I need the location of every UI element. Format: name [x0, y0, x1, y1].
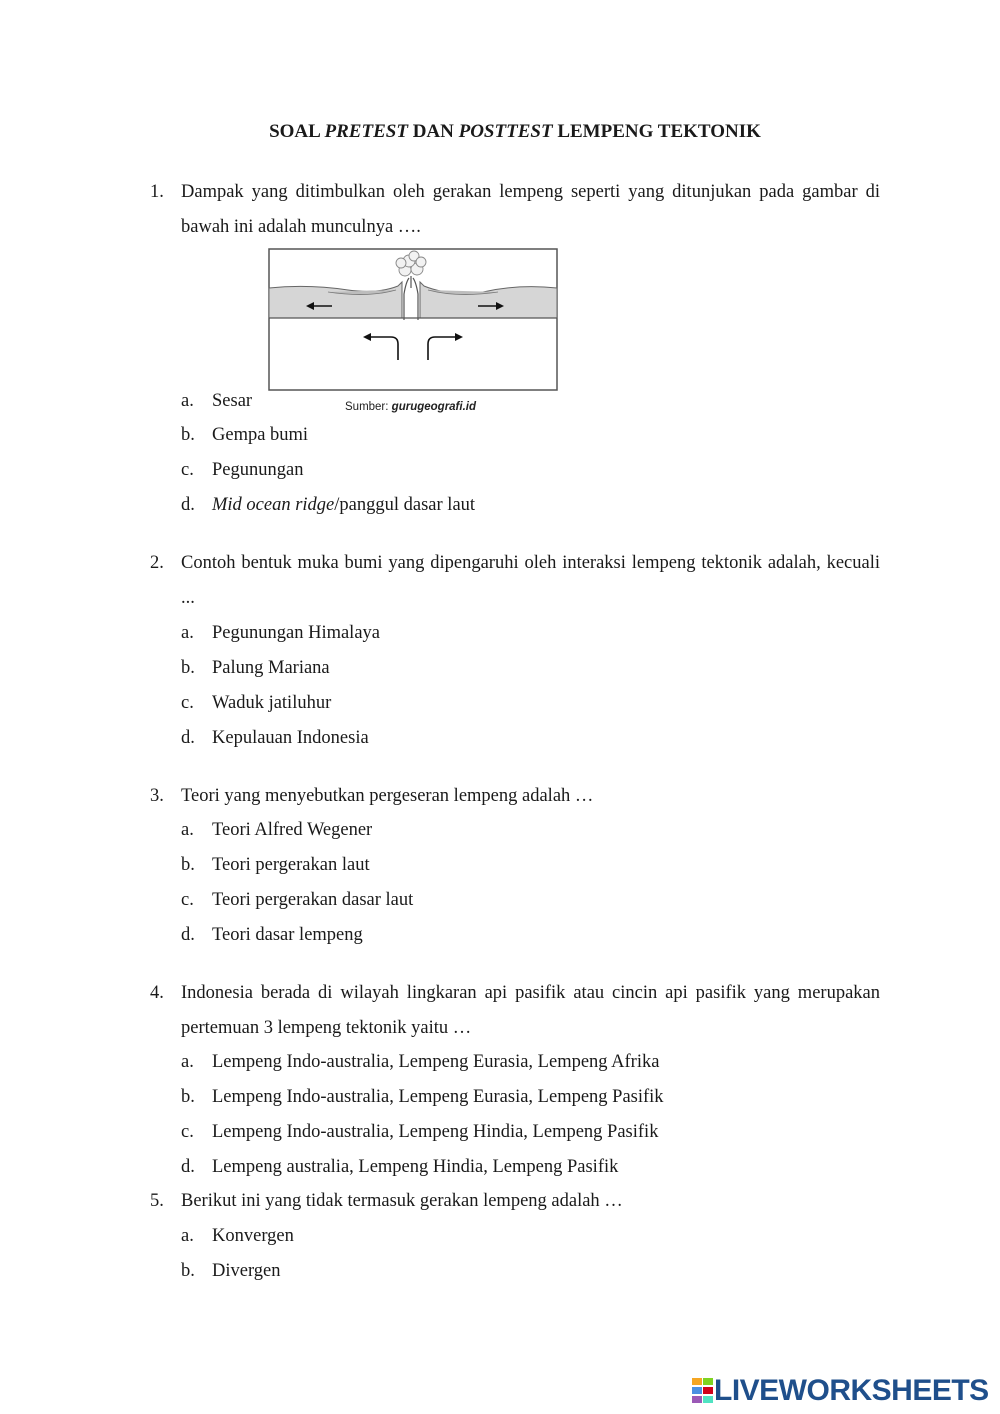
option-5a[interactable]: a. Konvergen — [181, 1226, 294, 1246]
option-2b[interactable]: b. Palung Mariana — [181, 658, 330, 678]
page-title: SOAL PRETEST DAN POSTTEST LEMPENG TEKTONIK — [269, 121, 761, 142]
question-text: Indonesia berada di wilayah lingkaran api pasifik atau cincin api pasifik yang merupakan pertemuan 3 lempeng tektonik yaitu … — [181, 983, 880, 1038]
question-text: Berikut ini yang tidak termasuk gerakan lempeng adalah … — [181, 1191, 623, 1211]
logo-blocks-icon — [692, 1378, 714, 1404]
question-number: 2. — [150, 553, 164, 573]
option-4a[interactable]: a. Lempeng Indo-australia, Lempeng Eurasia, Lempeng Afrika — [181, 1052, 660, 1072]
question-text: Teori yang menyebutkan pergeseran lempeng adalah … — [181, 786, 594, 806]
question-5 — [150, 1184, 880, 1219]
option-1c[interactable]: c. Pegunungan — [181, 460, 304, 480]
option-3b[interactable]: b. Teori pergerakan laut — [181, 855, 370, 875]
question-1 — [150, 175, 880, 245]
option-3c[interactable]: c. Teori pergerakan dasar laut — [181, 890, 414, 910]
figure-source-caption: Sumber: gurugeografi.id — [345, 401, 477, 413]
option-1d[interactable]: d. Mid ocean ridge/panggul dasar laut — [181, 495, 476, 515]
option-2c[interactable]: c. Waduk jatiluhur — [181, 693, 332, 713]
question-number: 4. — [150, 983, 164, 1003]
option-3d[interactable]: d. Teori dasar lempeng — [181, 925, 363, 945]
liveworksheets-logo — [692, 1374, 989, 1408]
option-3a[interactable]: a. Teori Alfred Wegener — [181, 820, 373, 840]
option-5b[interactable]: b. Divergen — [181, 1261, 281, 1281]
question-text: Contoh bentuk muka bumi yang dipengaruhi oleh interaksi lempeng tektonik adalah, kecuali ... — [181, 553, 880, 608]
option-1a[interactable]: a. Sesar — [181, 391, 253, 411]
question-number: 3. — [150, 786, 164, 806]
option-2a[interactable]: a. Pegunungan Himalaya — [181, 623, 380, 643]
question-3 — [150, 779, 880, 814]
option-4d[interactable]: d. Lempeng australia, Lempeng Hindia, Lempeng Pasifik — [181, 1157, 619, 1177]
question-4 — [150, 976, 880, 1046]
option-1b[interactable]: b. Gempa bumi — [181, 425, 309, 445]
question-number: 1. — [150, 182, 164, 202]
question-2 — [150, 546, 880, 616]
question-text: Dampak yang ditimbulkan oleh gerakan lempeng seperti yang ditunjukan pada gambar di bawah ini adalah munculnya …. — [181, 182, 880, 237]
logo-text: LIVEWORKSHEETS — [714, 1374, 989, 1407]
divergent-plate-diagram — [268, 248, 558, 392]
option-2d[interactable]: d. Kepulauan Indonesia — [181, 728, 369, 748]
question-number: 5. — [150, 1191, 164, 1211]
option-4b[interactable]: b. Lempeng Indo-australia, Lempeng Eurasia, Lempeng Pasifik — [181, 1087, 664, 1107]
option-4c[interactable]: c. Lempeng Indo-australia, Lempeng Hindia, Lempeng Pasifik — [181, 1122, 659, 1142]
